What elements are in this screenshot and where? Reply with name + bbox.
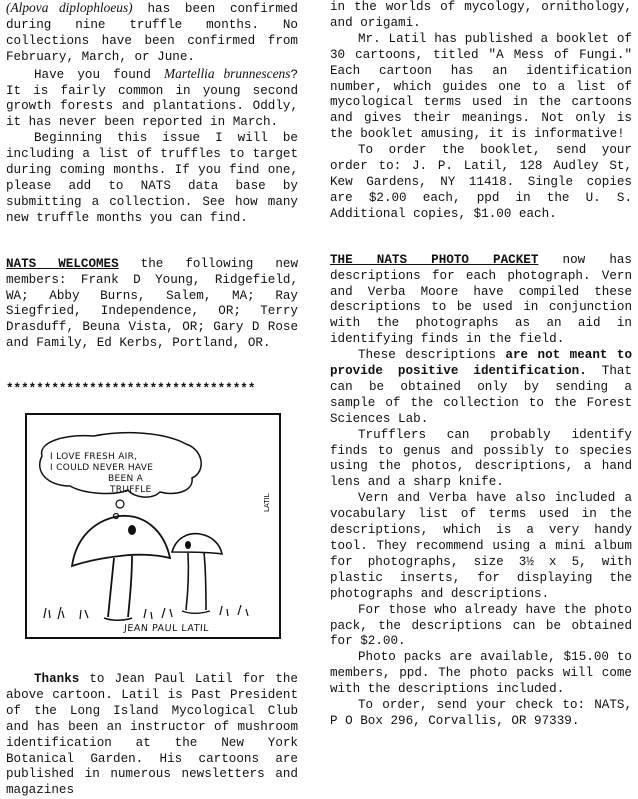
heading-nats-welcomes: NATS WELCOMES (6, 256, 119, 271)
paragraph-photo-packet (330, 253, 632, 348)
paragraph-alpova (6, 0, 298, 66)
cartoon-drawing (24, 412, 282, 642)
left-column (6, 0, 298, 799)
paragraph-trufflers: Trufflers can probably identify finds to genus and possibly to species using the photos, descriptions, a hand lens and a sharp knife. (330, 427, 632, 490)
paragraph-vocabulary: Vern and Verba have also included a vocabulary list of terms used in the descriptions, which is a very handy tool. They recommend using a mini album for photographs, size 3½ x 5, with plastic inserts, for displaying the photographs and descriptions. (330, 491, 632, 601)
paragraph-existing-pack: For those who already have the photo pack, the descriptions can be obtained for $2.00. (330, 602, 632, 649)
paragraph-thanks (6, 672, 298, 799)
disclaimer-bold: are not meant to provide positive identification. (330, 348, 633, 379)
paragraph-text: ? It is fairly common in young second growth forests and plantations. Oddly, it has never been reported in March. (6, 67, 298, 130)
speech-line: TRUFFLE (110, 485, 152, 496)
paragraph-welcomes (6, 257, 298, 352)
cartoon-side-signature: LATIL (263, 493, 271, 513)
thanks-bold: Thanks (34, 672, 80, 687)
paragraph-text: These descriptions (358, 348, 506, 363)
right-column (330, 0, 632, 730)
speech-bubble-text (50, 452, 153, 496)
paragraph-text: Have you found (34, 67, 165, 82)
cartoon-signature: JEAN PAUL LATIL (123, 623, 210, 635)
paragraph-booklet: Mr. Latil has published a booklet of 30 cartoons, titled "A Mess of Fungi." Each cartoon has an identification number, which guides one to a list of mycological terms used in the cartoons and gives their meanings. Not only is the booklet amusing, it is informative! (330, 31, 632, 142)
paragraph-text: the following new members: Frank D Young, Ridgefield, WA; Abby Burns, Salem, MA; Ray Siegfried, Independence, OR; Terry Drasduff, Beuna Vista, OR; Gary D Rose and Family, Ed Kerbs, Portland, OR. (6, 256, 298, 351)
star-divider: ********************************* (6, 382, 256, 397)
cartoon-illustration (24, 412, 282, 642)
paragraph-text: to Jean Paul Latil for the above cartoon. Latil is Past President of the Long Island Mycological Club and has been an instructor of mushroom identification at the New York Botanical Garden. His cartoons are published in numerous newsletters and magazines (6, 672, 298, 798)
heading-photo-packet: THE NATS PHOTO PACKET (330, 252, 539, 267)
speech-line: I LOVE FRESH AIR, (50, 452, 138, 463)
paragraph-text: That can be obtained only by sending a sample of the collection to the Forest Sciences Lab. (330, 364, 632, 426)
speech-line: BEEN A (108, 474, 144, 485)
speech-line: I COULD NEVER HAVE (50, 463, 154, 474)
paragraph-disclaimer (330, 348, 632, 428)
paragraph-text: has been confirmed during nine truffle months. No collections have been confirmed from February, March, or June. (6, 2, 298, 64)
species-name-martellia: Martellia brunnescens (164, 65, 291, 81)
paragraph-text: now has descriptions for each photograph. Vern and Verba Moore have compiled these descriptions to be used in conjunction with the photographs as an aid in identifying finds in the field. (330, 252, 632, 347)
paragraph-truffle-list: Beginning this issue I will be including a list of truffles to target during coming months. If you find one, please add to NATS data base by submitting a collection. See how many new truffle months you can find. (6, 131, 298, 225)
paragraph-worlds: in the worlds of mycology, ornithology, and origami. (330, 0, 632, 30)
paragraph-martellia (6, 66, 298, 132)
paragraph-order-booklet: To order the booklet, send your order to: J. P. Latil, 128 Audley St, Kew Gardens, NY 11418. Single copies are $2.00 each, ppd in the U. S. Additional copies, $1.00 each. (330, 143, 632, 221)
paragraph-order-address: To order, send your check to: NATS, P O Box 296, Corvallis, OR 97339. (330, 698, 632, 728)
species-name-alpova: (Alpova diplophloeus) (6, 0, 133, 15)
paragraph-availability: Photo packs are available, $15.00 to members, ppd. The photo packs will come with the descriptions included. (330, 650, 632, 697)
